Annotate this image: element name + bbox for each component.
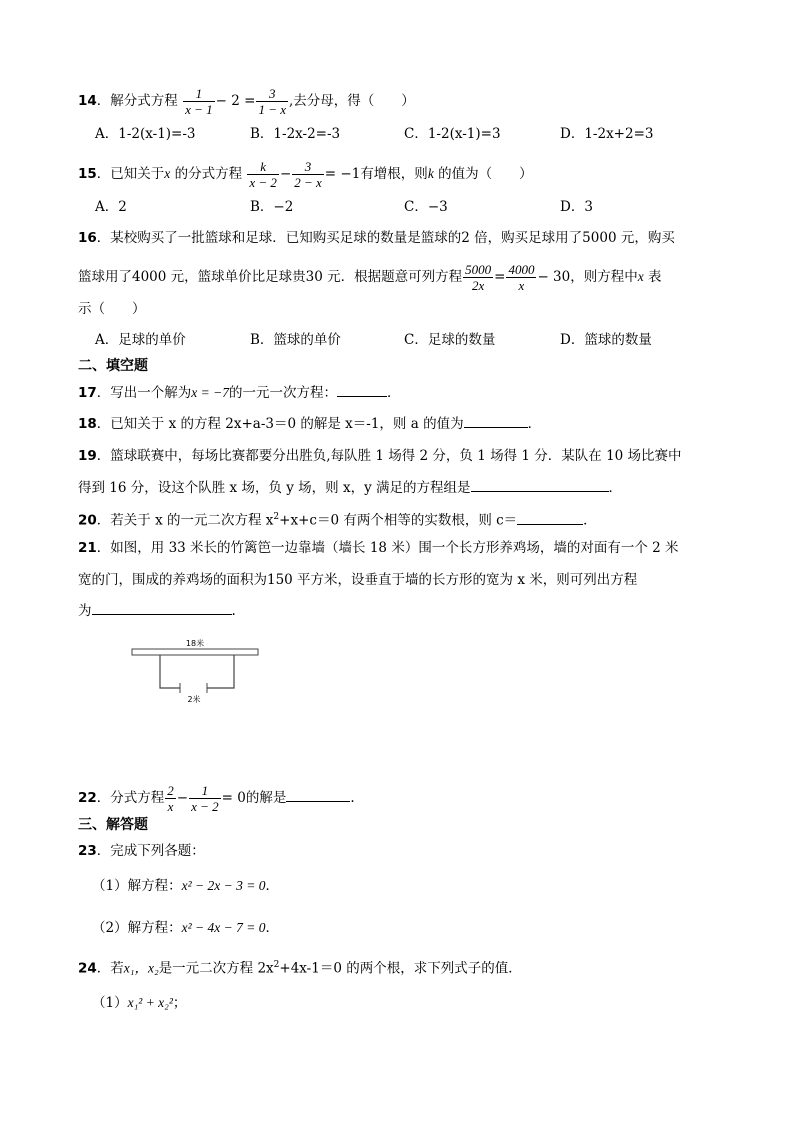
option-c: C．1-2(x-1)=3 [404,126,501,142]
question-text: ．篮球联赛中，每场比赛都要分出胜负,每队胜 1 场得 2 分，负 1 场得 1 分．某队在 10 场比赛中 [96,448,682,464]
question-text: 的解是 [245,790,287,806]
question-number: 17 [78,385,97,401]
punctuation: ． [608,480,622,496]
question-text: 的分式方程 [174,166,243,182]
wall-label: 18米 [185,639,205,648]
question-number: 15 [78,166,97,182]
question-19-line-2 [78,477,622,498]
question-number: 19 [78,448,97,464]
door-label: 2米 [187,695,201,704]
question-text: ．解分式方程 [96,93,178,109]
question-text: ．分式方程 [96,790,165,806]
question-21-line-3 [78,600,236,621]
fraction: $\frac{5000}{2x}$ [465,262,492,293]
question-text: ．若关于 x 的一元二次方程 x [96,512,274,529]
question-21-line-1 [78,538,679,558]
option-c: C．足球的数量 [404,332,496,348]
question-24 [78,955,522,979]
fraction: $\frac{3}{2 - x}$ [294,159,322,190]
question-text: ．若 [96,960,124,977]
section-heading: 三、解答题 [78,817,148,833]
question-16-line-1 [78,228,675,248]
question-number: 14 [78,93,97,109]
fence-right [207,655,234,688]
question-text: 篮球用了4000 元，篮球单价比足球贵30 元．根据题意可列方程 [78,269,463,285]
answer-blank [471,477,609,492]
question-text: 有增根，则 [360,166,428,182]
option-b: B．−2 [250,199,294,215]
math-text: − 2 = [215,93,256,109]
question-text: ．完成下列各题： [96,843,205,859]
math-text: = [494,269,506,285]
option-a: A．1-2(x-1)=-3 [95,126,196,142]
question-text: 为 [78,603,92,619]
question-text: ．某校购买了一批篮球和足球．已知购买足球的数量是篮球的2 倍，购买足球用了5000 元，购买 [96,230,675,246]
question-text: 表 [648,269,662,285]
question-number: 20 [78,512,97,529]
math-text: = 0 [221,790,246,806]
question-text: ，则方程中 [570,269,638,285]
question-20 [78,507,597,531]
punctuation: ． [527,416,542,432]
question-15 [78,159,533,190]
superscript: 2 [273,960,280,970]
fraction: $\frac{k}{x - 2}$ [249,159,277,190]
question-21-line-2: 宽的门，围成的养鸡场的面积为150 平方米，设垂直于墙的长方形的宽为 x 米，则可列出方程 [78,572,638,588]
question-18 [78,413,541,434]
math-expression: x₁，x₂ [123,960,159,976]
option-a: A．2 [95,199,127,215]
question-23-part-2 [92,918,279,938]
question-19-line-1 [78,446,682,466]
question-text: 的一元一次方程： [229,385,338,401]
question-text: +x+c＝0 有两个相等的实数根，则 c＝ [279,512,518,529]
question-16-line-3: 示（ ） [78,301,146,317]
answer-blank [337,382,387,397]
answer-blank [517,510,583,525]
math-expression: x² − 4x − 7 = 0 [181,920,266,935]
fraction: $\frac{4000}{x}$ [508,262,535,293]
fraction: $\frac{3}{1 - x}$ [258,86,286,117]
answer-blank [464,413,528,428]
option-b: B．1-2x-2=-3 [250,126,341,142]
fraction: $\frac{2}{x}$ [167,783,174,814]
option-a: A．足球的单价 [95,332,186,348]
question-22 [78,783,355,814]
question-number: 23 [78,843,97,859]
question-text: ．已知关于 x 的方程 2x+a-3＝0 的解是 x＝-1，则 a 的值为 [96,416,464,432]
question-number: 16 [78,230,97,246]
question-23 [78,841,205,861]
question-text: 是一元二次方程 2x [158,960,274,977]
math-variable: x [637,269,644,284]
math-text: − [176,790,189,806]
math-expression: x² − 2x − 3 = 0 [181,878,266,893]
part-label: （1）解方程： [92,878,182,894]
fence-left [160,655,180,688]
option-c: C．−3 [404,199,448,215]
punctuation: ； [172,995,187,1011]
math-variable: x [164,166,171,181]
fraction: $\frac{1}{x - 1}$ [185,86,213,117]
question-17 [78,382,401,403]
superscript: 2 [273,512,280,522]
question-24-part-1 [92,993,186,1013]
answer-blank [286,787,350,802]
option-d: D．篮球的数量 [560,332,652,348]
fraction: $\frac{1}{x - 2}$ [191,783,219,814]
math-text: − 30 [537,269,571,285]
punctuation: . [350,790,355,806]
math-expression: x = −7 [191,385,230,400]
math-expression: x₁² + x₂² [127,995,173,1010]
question-text: ．如图，用 33 米长的竹篱笆一边靠墙（墙长 18 米）围一个长方形养鸡场，墙的对面有一个 2 米 [96,540,679,556]
question-number: 24 [78,960,97,977]
option-b: B．篮球的单价 [250,332,341,348]
section-heading: 二、填空题 [78,358,148,374]
question-text: ．已知关于 [96,166,165,182]
punctuation: ． [265,878,279,894]
question-text: 的值为（ ） [438,166,533,182]
option-d: D．3 [560,199,593,215]
wall-rect [132,649,258,655]
punctuation: ． [387,385,401,401]
math-text: = −1 [324,166,361,182]
math-variable: k [427,166,434,181]
question-23-part-1 [92,876,279,896]
part-label: （1） [92,995,128,1011]
chicken-coop-figure [96,632,286,752]
question-number: 22 [78,790,97,806]
math-text: − [279,166,292,182]
option-d: D．1-2x+2=3 [560,126,654,142]
question-number: 18 [78,416,97,432]
question-16-line-2 [78,262,662,293]
question-text: 得到 16 分，设这个队胜 x 场，负 y 场，则 x，y 满足的方程组是 [78,480,471,496]
question-number: 21 [78,540,97,556]
punctuation: . [231,603,236,619]
part-label: （2）解方程： [92,920,182,936]
question-text: ,去分母，得（ ） [288,93,415,109]
answer-blank [92,600,232,615]
question-14 [78,86,415,117]
question-text: ．写出一个解为 [96,385,192,401]
figure-svg [96,632,286,752]
question-text: +4x-1＝0 的两个根，求下列式子的值． [279,960,522,977]
punctuation: ． [265,920,279,936]
punctuation: ． [583,512,597,529]
